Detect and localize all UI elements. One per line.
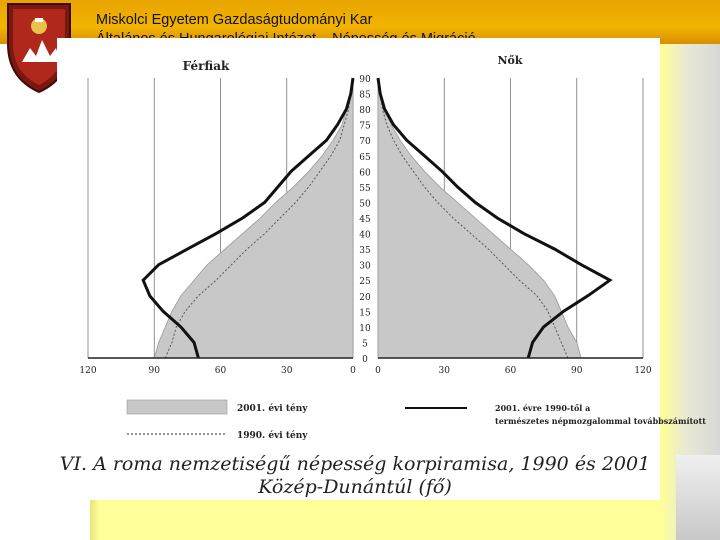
- x-tick-label-left: 60: [214, 366, 227, 376]
- y-tick-label: 15: [359, 308, 371, 319]
- x-tick-label-left: 30: [281, 366, 293, 376]
- y-tick-label: 20: [359, 292, 371, 303]
- x-tick-label-right: 60: [504, 366, 517, 376]
- x-tick-label-right: 90: [571, 366, 583, 376]
- y-tick-label: 25: [359, 277, 371, 288]
- y-tick-label: 85: [359, 90, 371, 101]
- legend-swatch-2001: [127, 400, 227, 414]
- legend-label-2001: 2001. évi tény: [237, 404, 308, 414]
- legend-label-projected: 2001. évre 1990-től a természetes népmozgalommal továbbszámított: [495, 403, 706, 426]
- y-tick-label: 90: [359, 75, 371, 85]
- x-tick-label-right: 30: [438, 366, 450, 376]
- x-tick-label-left: 90: [148, 366, 160, 376]
- y-tick-label: 40: [359, 230, 371, 241]
- y-tick-label: 80: [359, 106, 371, 117]
- legend: [127, 400, 706, 441]
- x-tick-label-left: 120: [79, 366, 97, 376]
- y-tick-label: 0: [362, 355, 368, 365]
- x-tick-label-right: 0: [375, 366, 381, 376]
- y-tick-label: 30: [359, 261, 371, 272]
- x-tick-label-left: 0: [350, 366, 356, 376]
- population-pyramid-chart: [57, 38, 706, 500]
- y-tick-label: 65: [359, 152, 371, 163]
- chart-title: VI. A roma nemzetiségű népesség korpiramisa, 1990 és 2001: [59, 453, 651, 475]
- y-tick-label: 45: [359, 215, 371, 225]
- y-tick-label: 35: [359, 246, 371, 257]
- left-label: Férfiak: [182, 59, 230, 73]
- y-tick-label: 55: [359, 183, 371, 194]
- y-tick-label: 10: [359, 323, 371, 334]
- x-tick-label-right: 120: [634, 366, 652, 376]
- y-tick-label: 60: [359, 168, 371, 179]
- pyramid-figure: [57, 38, 706, 500]
- y-tick-label: 75: [359, 121, 371, 132]
- legend-label-1990: 1990. évi tény: [237, 431, 308, 441]
- y-tick-label: 5: [362, 339, 368, 350]
- right-label: Nők: [497, 54, 523, 67]
- y-tick-label: 50: [359, 199, 371, 210]
- y-tick-label: 70: [359, 137, 371, 148]
- band-2001-male: [154, 78, 353, 358]
- chart-subtitle: Közép-Dunántúl (fő): [258, 476, 452, 498]
- corner-decoration: [676, 455, 720, 540]
- header-title: Miskolci Egyetem Gazdaságtudományi Kar: [96, 12, 373, 28]
- band-2001-female: [378, 78, 581, 358]
